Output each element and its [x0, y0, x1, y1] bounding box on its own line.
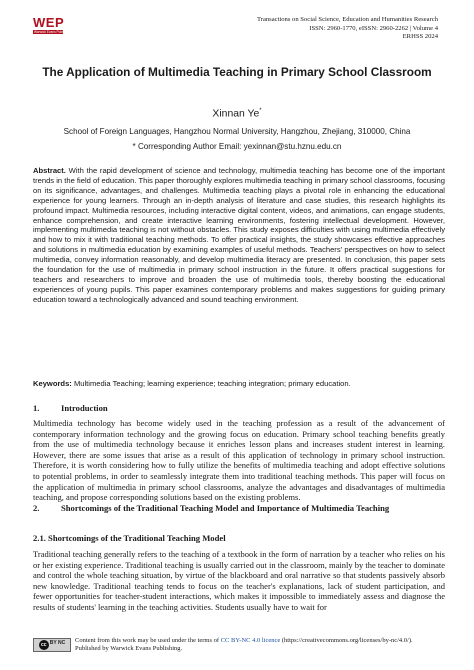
license-text — [75, 637, 445, 653]
abstract-label: Abstract. — [33, 166, 66, 175]
license-link[interactable]: CC BY-NC 4.0 licence — [220, 637, 281, 644]
cc-icon: cc — [39, 640, 49, 650]
journal-issn: ISSN: 2960-1770, eISSN: 2960-2262 | Volume 4 — [309, 24, 438, 32]
keywords — [33, 379, 445, 389]
license-url: (https://creativecommons.org/licenses/by-nc/4.0/). — [280, 637, 413, 644]
section-title: Shortcomings of the Traditional Teaching Model and Importance of Multimedia Teaching — [61, 503, 390, 513]
subsection-paragraph: Traditional teaching generally refers to the teaching of a textbook in the form of narration by a teacher who relies on his or her existing experience. Traditional teaching is usually carried out in the classroom, mainly by the teacher to dominate and control the whole teaching situation, by virtue of the blackboard and oral narrative so that students passively absorb new knowledge. Traditional teaching tends to focus on the teacher's explanations, lack of student participation, and fewer opportunities for teacher-student interactions, which makes it impossible to immediately assess and diagnose the results of students' learning in the teaching activities. Students usually have to wait for — [33, 549, 445, 612]
author-name: Xinnan Ye — [212, 108, 260, 120]
affiliation: School of Foreign Languages, Hangzhou Normal University, Hangzhou, Zhejiang, 310000, China — [63, 127, 411, 136]
publisher-logo — [33, 15, 72, 34]
abstract — [33, 166, 445, 305]
license-footer — [33, 637, 445, 653]
journal-issue: ERHSS 2024 — [402, 33, 438, 41]
journal-info — [257, 16, 438, 42]
logo-subtext: Warwick Evans Publishing — [34, 30, 72, 34]
section-number: 1. — [33, 403, 40, 413]
keywords-text: Multimedia Teaching; learning experience; teaching integration; primary education. — [71, 379, 351, 388]
author-mark: * — [259, 108, 262, 114]
subsection-heading: 2.1. Shortcomings of the Traditional Teaching Model — [33, 533, 226, 543]
section-heading-introduction — [33, 403, 108, 414]
corresponding-author: * Corresponding Author Email: yexinnan@stu.hznu.edu.cn — [132, 142, 342, 151]
keywords-label: Keywords: — [33, 379, 72, 388]
introduction-paragraph: Multimedia technology has become widely used in the teaching profession as a result of the advancement of contemporary information technology and the growing focus on education. Primary school teaching benefits greatly from the use of multimedia technology because it enriches lesson plans and increases student interest in learning. However, there are some issues that arise as a result of this application of technology in primary school instruction. Therefore, it is worth considering how to fully utilize the benefits of multimedia teaching and adopt effective solutions to potential problems, in order to seamlessly integrate them into traditional teaching methods. This paper will focus on the application of multimedia in primary school classrooms, analyze the advantages and disadvantages of multimedia teaching, and propose corresponding solutions based on the existing problems. — [33, 418, 445, 503]
cc-by-nc-badge[interactable] — [33, 638, 71, 652]
section-heading-shortcomings — [33, 503, 445, 514]
abstract-text: With the rapid development of science and technology, multimedia teaching has become one of the important trends in the field of education. This paper thoroughly explores multimedia teaching in primary school classrooms, focusing on its significance, advantages, and challenges. Multimedia teaching plays a pivotal role in enhancing the educational experience for young learners. Through an in-depth analysis of literature and case studies, this research highlights its profound impact. Multimedia resources, including interactive digital content, videos, and animations, can engage students, enhance comprehension, and create interactive learning environments, fostering intellectual development. However, implementing multimedia teaching is not without obstacles. This study exposes difficulties with using multimedia effectively and how to mix it with traditional teaching methods. To offer practical insights, the study showcases effective approaches and solutions in multimedia education by examining examples of useful methods. Teachers' perspectives on how to select multimedia, convey information reasonably, and develop multimedia literacy are presented. In conclusion, this paper sets the foundation for the use of multimedia in primary school instruction in the future. It offers practical suggestions for teachers and researchers to improve and broaden the use of multimedia tools, thereby boosting the educational experiences of young pupils. This paper examines contemporary problems and makes suggestions for guiding primary education toward a technologically advanced and sound teaching environment. — [33, 166, 445, 304]
journal-name: Transactions on Social Science, Education and Humanities Research — [256, 16, 438, 23]
section-title: Introduction — [61, 403, 108, 413]
section-number: 2. — [33, 503, 40, 513]
by-nc-label: BY NC — [49, 640, 66, 646]
author-line — [0, 108, 474, 119]
paper-title: The Application of Multimedia Teaching in Primary School Classroom — [42, 65, 432, 79]
logo-wordmark: WEP — [33, 15, 65, 30]
publisher-line: Published by Warwick Evans Publishing. — [75, 644, 183, 652]
license-prefix: Content from this work may be used under the terms of — [75, 637, 221, 644]
